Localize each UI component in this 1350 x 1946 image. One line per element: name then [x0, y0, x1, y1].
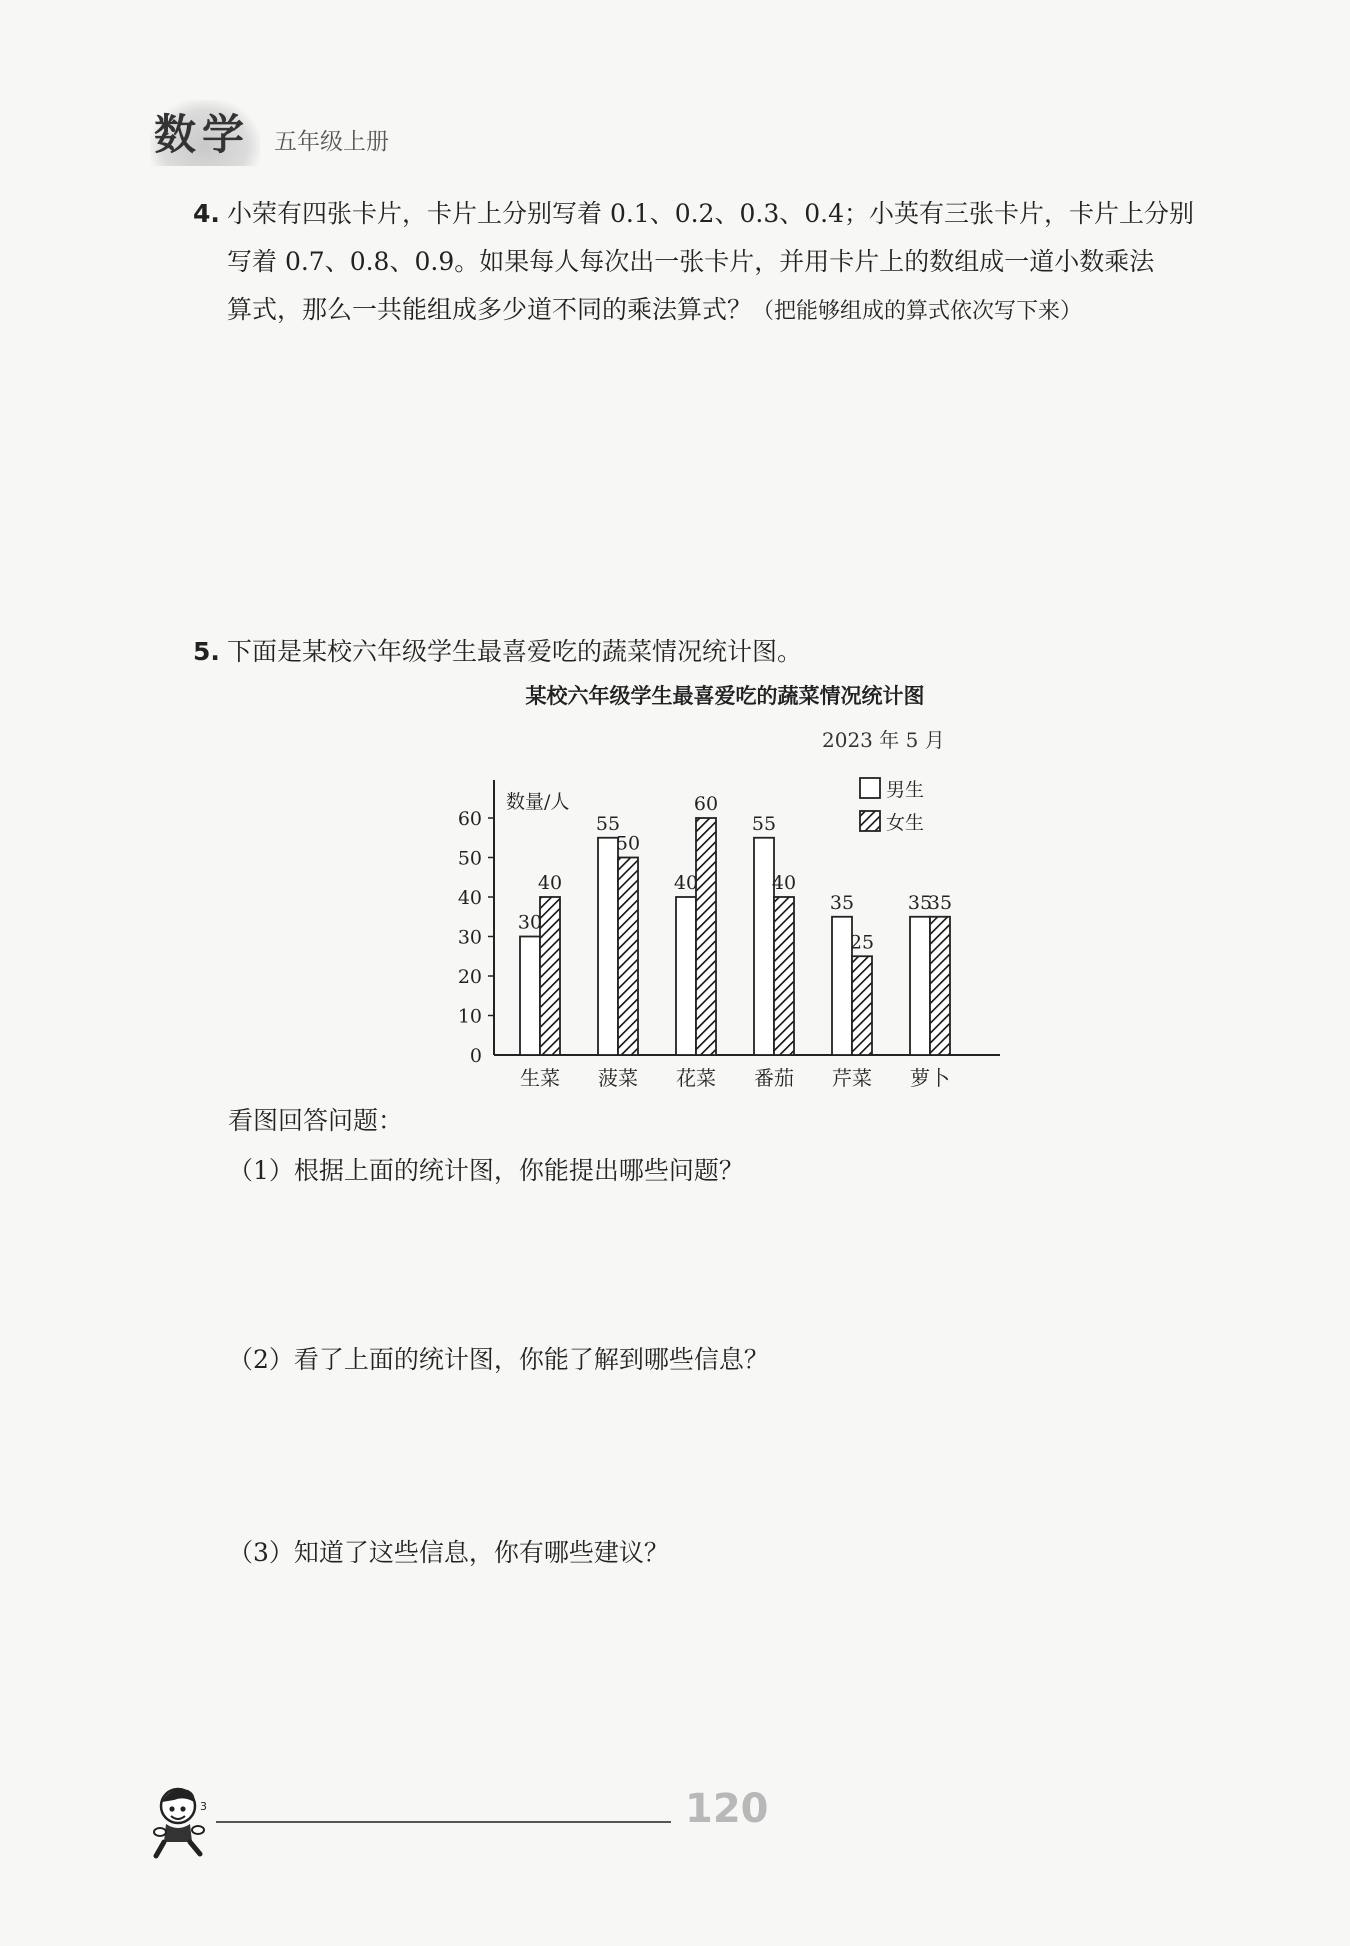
bar-girls [852, 956, 872, 1055]
grade-label: 五年级上册 [274, 129, 390, 155]
question-text: 下面是某校六年级学生最喜爱吃的蔬菜情况统计图。 [227, 637, 803, 666]
page-footer [150, 1780, 770, 1860]
y-axis-label: 数量/人 [506, 791, 570, 813]
data-label: 60 [693, 793, 719, 815]
y-tick-label: 10 [457, 1005, 482, 1028]
y-tick-label: 20 [457, 966, 482, 988]
bar-girls [774, 897, 794, 1055]
question-text-line [227, 286, 1255, 336]
data-label: 35 [927, 891, 953, 914]
y-tick-label: 50 [457, 847, 482, 870]
category-label: 生菜 [520, 1066, 560, 1090]
y-tick-label: 60 [457, 808, 482, 830]
y-tick-label: 30 [457, 926, 482, 949]
bar-girls [696, 818, 716, 1055]
bar-chart [440, 760, 1020, 1100]
data-label: 40 [771, 872, 797, 894]
y-tick-label: 0 [469, 1045, 482, 1067]
footer-rule [216, 1821, 671, 1823]
data-label: 55 [751, 812, 777, 835]
question-5 [195, 628, 1255, 676]
question-text: 算式，那么一共能组成多少道不同的乘法算式？ [227, 295, 753, 324]
data-label: 40 [537, 872, 563, 894]
answer-prompt: 看图回答问题： [228, 1106, 404, 1135]
category-label: 萝卜 [910, 1066, 950, 1090]
question-text-line: 写着 0.7、0.8、0.9。如果每人每次出一张卡片，并用卡片上的数组成一道小数乘法 [227, 247, 1155, 276]
data-label: 50 [615, 832, 641, 855]
page-number: 120 [685, 1786, 769, 1832]
bar-boys [598, 838, 618, 1055]
data-label: 35 [907, 891, 933, 914]
category-label: 花菜 [676, 1066, 716, 1090]
data-label: 25 [849, 931, 875, 954]
legend-swatch [860, 778, 880, 798]
data-label: 40 [673, 872, 699, 894]
bar-boys [754, 838, 774, 1055]
bar-boys [676, 897, 696, 1055]
bar-girls [540, 897, 560, 1055]
legend-label: 男生 [886, 779, 925, 801]
bar-girls [618, 858, 638, 1056]
y-tick-label: 40 [457, 887, 482, 909]
legend-swatch [860, 811, 880, 831]
subquestion-3: （3）知道了这些信息，你有哪些建议？ [228, 1538, 669, 1567]
question-text-line: 小荣有四张卡片，卡片上分别写着 0.1、0.2、0.3、0.4；小英有三张卡片，卡片上分别 [227, 199, 1194, 228]
subquestion-1: （1）根据上面的统计图，你能提出哪些问题？ [228, 1156, 744, 1185]
svg-text:3: 3 [200, 1800, 207, 1813]
bar-boys [520, 937, 540, 1056]
mascot-icon [150, 1782, 212, 1862]
category-label: 菠菜 [598, 1066, 638, 1090]
data-label: 30 [517, 911, 543, 934]
subquestion-2: （2）看了上面的统计图，你能了解到哪些信息？ [228, 1345, 769, 1374]
category-label: 芹菜 [832, 1066, 872, 1090]
page-header [150, 100, 389, 166]
chart-title: 某校六年级学生最喜爱吃的蔬菜情况统计图 [525, 684, 925, 708]
chart-date: 2023 年 5 月 [822, 728, 945, 752]
question-number: 5. [193, 637, 220, 666]
question-note: （把能够组成的算式依次写下来） [752, 299, 1083, 324]
bar-boys [910, 917, 930, 1055]
bar-girls [930, 917, 950, 1055]
data-label: 55 [595, 812, 621, 835]
legend-label: 女生 [886, 812, 925, 834]
category-label: 番茄 [754, 1066, 794, 1090]
question-4 [195, 190, 1255, 336]
data-label: 35 [829, 891, 855, 914]
subject-title: 数学 [150, 100, 260, 166]
question-number: 4. [193, 199, 220, 228]
